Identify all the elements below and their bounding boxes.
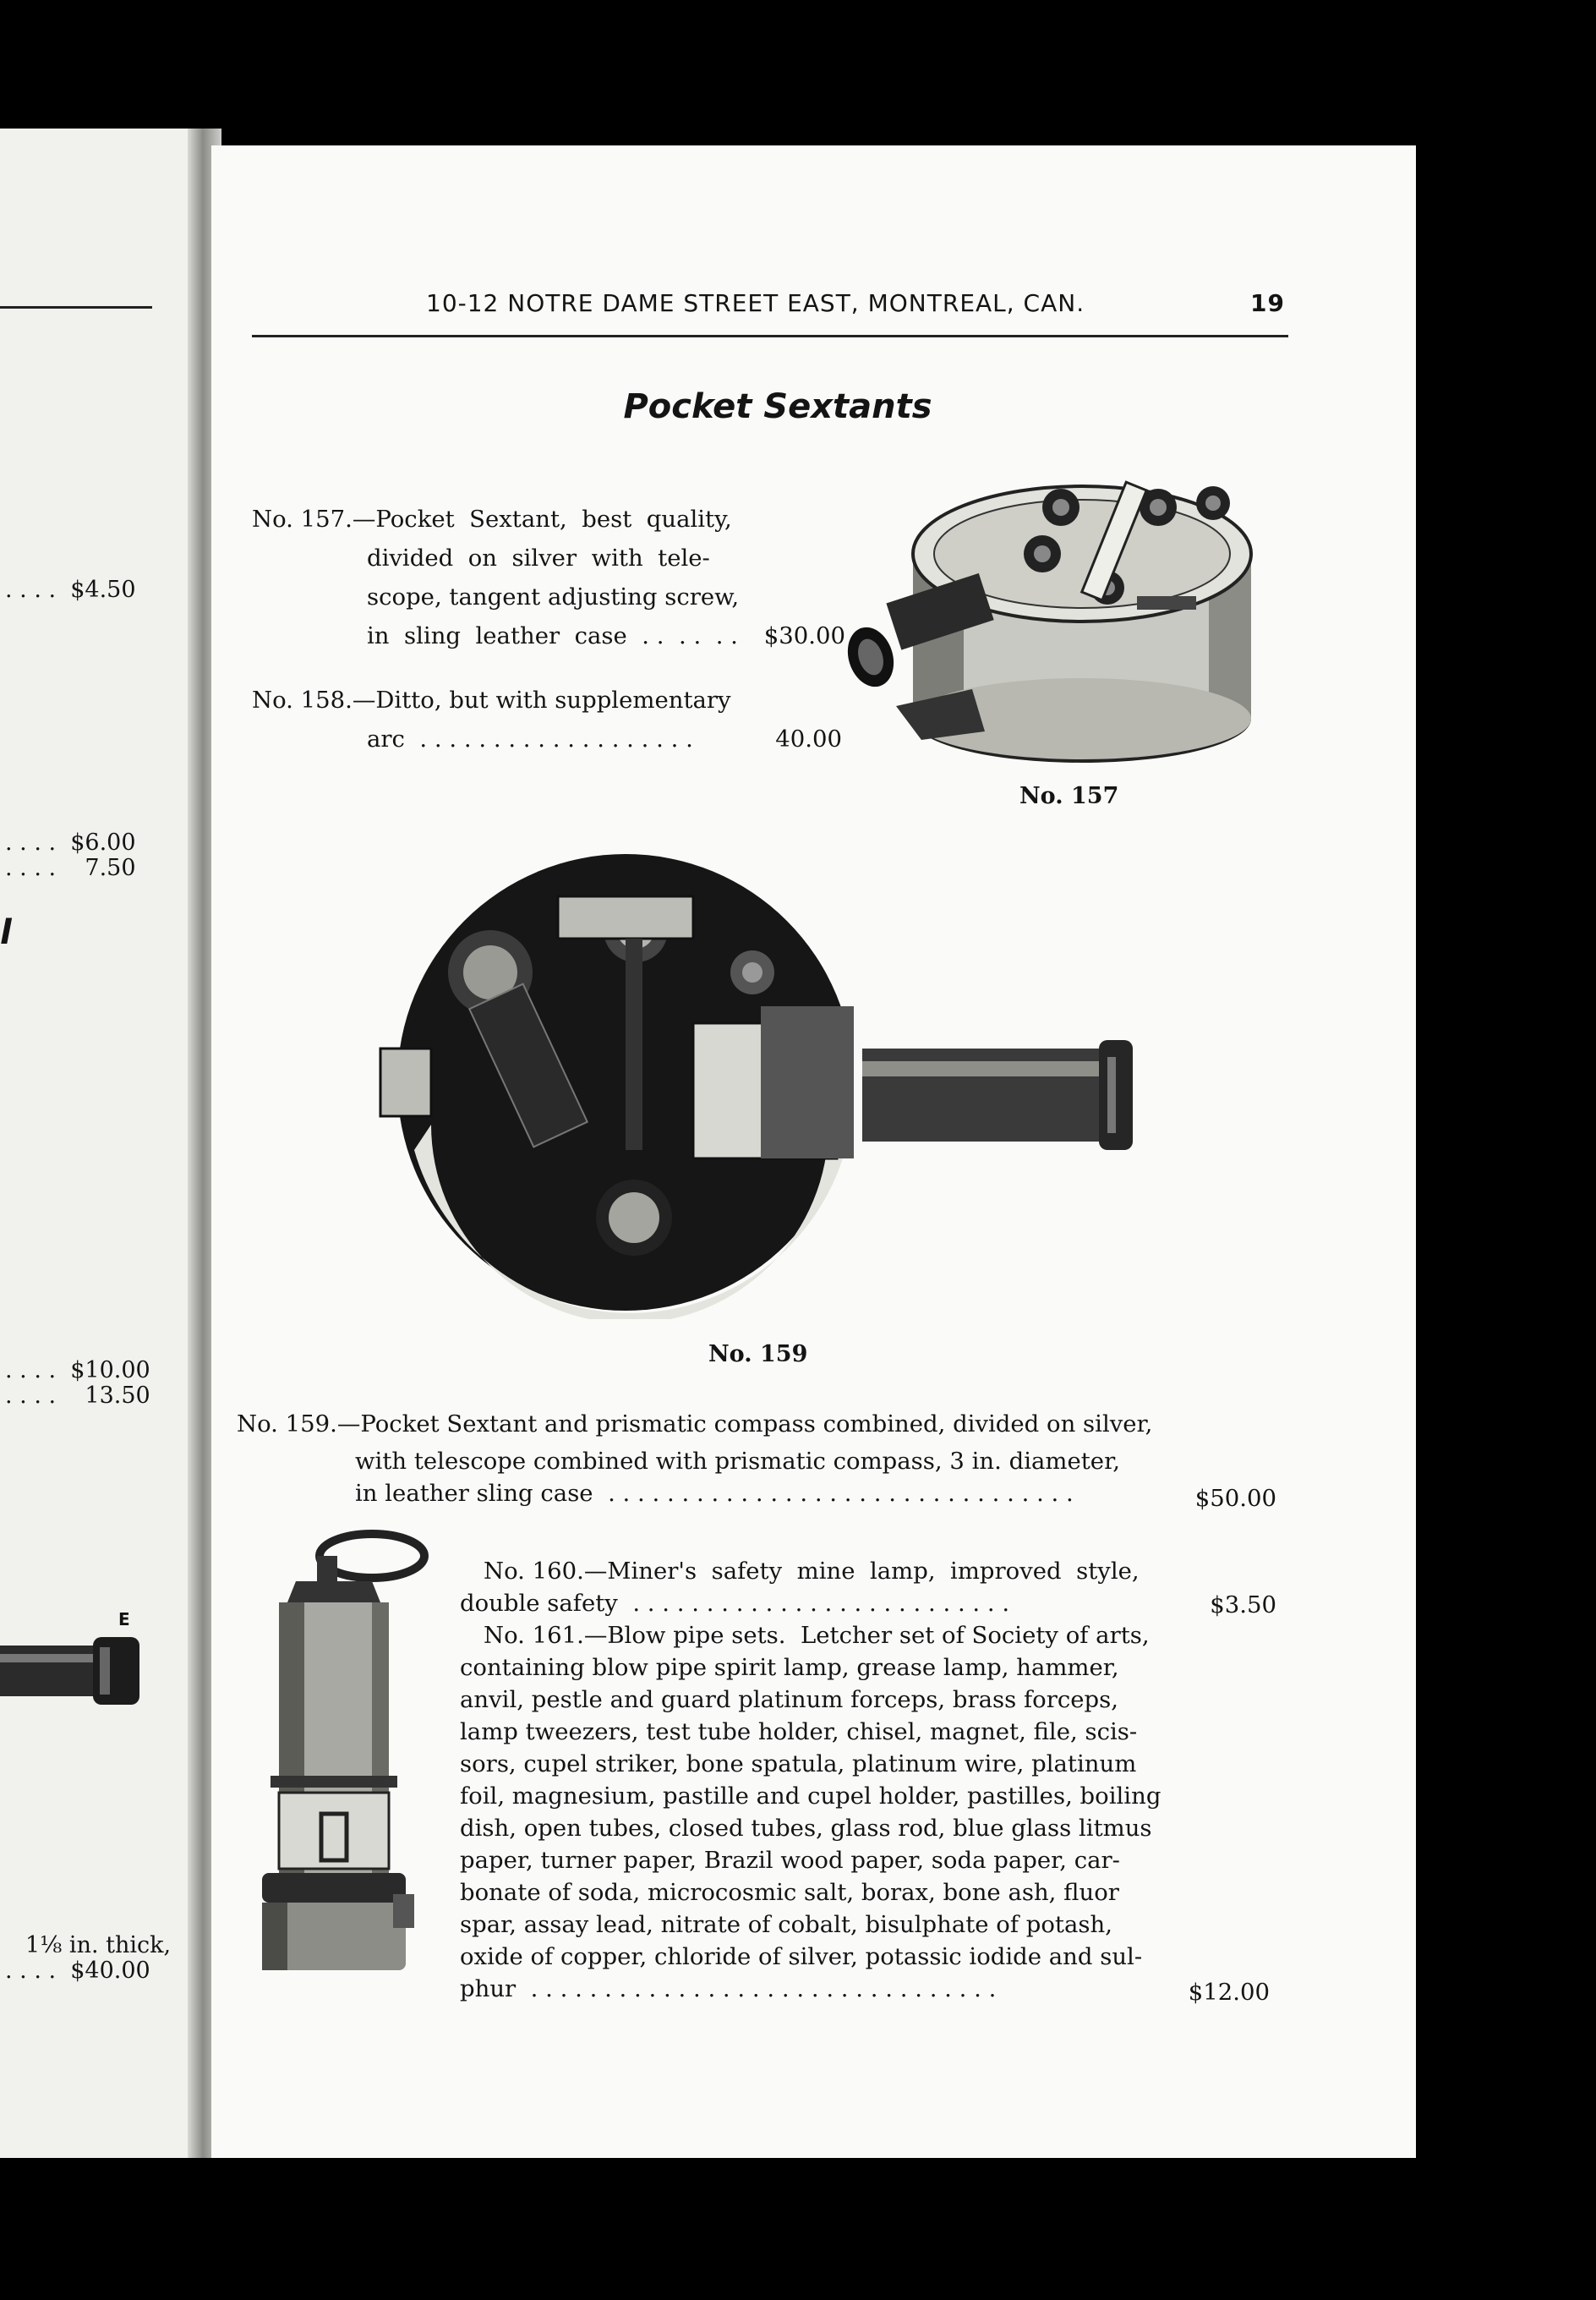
item-159-line-3: in leather sling case . . . . . . . . . . . . . . . . . . . . . . . . . . . . . . . .	[355, 1480, 1074, 1507]
left-telescope-illustration	[0, 1607, 152, 1759]
left-price-4: . . . . $10.00	[5, 1357, 150, 1383]
item-161-line-3: anvil, pestle and guard platinum forceps, brass forceps,	[460, 1686, 1118, 1713]
item-157-line-3: scope, tangent adjusting screw,	[367, 583, 740, 611]
item-161-line-12: phur . . . . . . . . . . . . . . . . . . . . . . . . . . . . . . . .	[460, 1975, 997, 2002]
left-heading-fragment: l	[0, 913, 12, 952]
item-160-line-2: double safety . . . . . . . . . . . . . . . . . . . . . . . . . .	[460, 1590, 1010, 1617]
item-161-line-7: dish, open tubes, closed tubes, glass rod, blue glass litmus	[460, 1815, 1152, 1842]
figure-159-caption: No. 159	[708, 1341, 808, 1367]
item-159-line-1: No. 159.—Pocket Sextant and prismatic compass combined, divided on silver,	[237, 1410, 1153, 1438]
left-price-2: . . . . $6.00	[5, 830, 136, 856]
left-price-1: . . . . $4.50	[5, 577, 136, 603]
item-157-line-4: in sling leather case . . . . . .	[367, 622, 738, 649]
item-161-line-4: lamp tweezers, test tube holder, chisel, magnet, file, scis-	[460, 1718, 1138, 1745]
left-thick-text: 1⅛ in. thick,	[25, 1932, 172, 1958]
item-159-price: $50.00	[1194, 1485, 1276, 1512]
sextant-159-illustration	[321, 846, 1200, 1319]
item-161-line-9: bonate of soda, microcosmic salt, borax, bone ash, fluor	[460, 1879, 1119, 1906]
item-157-line-2: divided on silver with tele-	[367, 545, 710, 572]
item-158-price: 40.00	[775, 726, 842, 753]
item-161-line-1: No. 161.—Blow pipe sets. Letcher set of Society of arts,	[484, 1622, 1150, 1649]
item-158-line-2: arc . . . . . . . . . . . . . . . . . . .	[367, 726, 693, 753]
item-157-line-1: No. 157.—Pocket Sextant, best quality,	[252, 506, 732, 533]
item-161-line-11: oxide of copper, chloride of silver, potassic iodide and sul-	[460, 1943, 1143, 1970]
item-161-price: $12.00	[1188, 1979, 1270, 2006]
item-161-line-10: spar, assay lead, nitrate of cobalt, bisulphate of potash,	[460, 1911, 1112, 1938]
figure-157-caption: No. 157	[1019, 783, 1119, 809]
left-price-3: . . . . 7.50	[5, 855, 136, 881]
sextant-157-illustration	[803, 461, 1293, 774]
item-157-price: $30.00	[763, 622, 845, 649]
item-161-line-5: sors, cupel striker, bone spatula, platinum wire, platinum	[460, 1750, 1137, 1777]
left-price-6: . . . . $40.00	[5, 1958, 150, 1984]
page-number: 19	[1250, 289, 1285, 317]
item-161-line-6: foil, magnesium, pastille and cupel holder, pastilles, boiling	[460, 1782, 1161, 1810]
left-page-rule	[0, 306, 152, 309]
item-160-line-1: No. 160.—Miner's safety mine lamp, improved style,	[484, 1558, 1140, 1585]
page-header	[252, 284, 1288, 337]
page-title: Pocket Sextants	[623, 387, 932, 426]
item-159-line-2: with telescope combined with prismatic compass, 3 in. diameter,	[355, 1448, 1120, 1475]
item-158-line-1: No. 158.—Ditto, but with supplementary	[252, 687, 731, 714]
header-address: 10-12 NOTRE DAME STREET EAST, MONTREAL, CAN.	[426, 289, 1085, 317]
left-page	[0, 129, 201, 2158]
left-price-5: . . . . 13.50	[5, 1383, 150, 1409]
item-160-price: $3.50	[1210, 1591, 1276, 1618]
item-161-line-8: paper, turner paper, Brazil wood paper, soda paper, car-	[460, 1847, 1120, 1874]
item-161-line-2: containing blow pipe spirit lamp, grease lamp, hammer,	[460, 1654, 1119, 1681]
svg-text:E: E	[118, 1609, 130, 1629]
miners-lamp-illustration	[245, 1522, 448, 1996]
